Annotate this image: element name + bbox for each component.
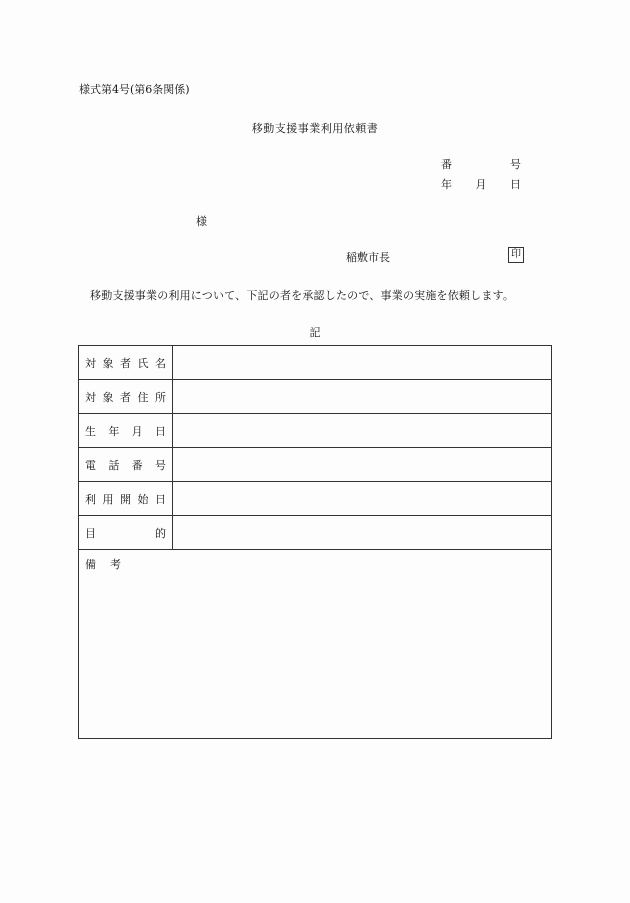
- subject-address-field[interactable]: [173, 380, 551, 413]
- label-char: 番: [131, 458, 143, 472]
- label-char: 象: [102, 390, 114, 404]
- label-char: 開: [120, 492, 131, 506]
- table-row-birthdate: [79, 414, 551, 448]
- label-char: 所: [155, 390, 166, 404]
- row-label: [79, 482, 173, 515]
- start-date-field[interactable]: [173, 482, 551, 515]
- document-number-row: [441, 156, 521, 172]
- label-char: 日: [154, 424, 166, 438]
- ki-heading: 記: [309, 326, 321, 339]
- label-char: 利: [85, 492, 96, 506]
- label-char: 日: [155, 492, 166, 506]
- addressee-sama: 様: [196, 215, 207, 228]
- record-table: [78, 345, 552, 739]
- purpose-field[interactable]: [173, 516, 551, 549]
- table-row-subject-name: [79, 346, 551, 380]
- label-char: 者: [120, 390, 131, 404]
- table-row-start-date: [79, 482, 551, 516]
- remarks-label: [85, 556, 121, 572]
- label-char: 備: [85, 558, 96, 571]
- label-char: 始: [137, 492, 149, 506]
- seal-stamp: 印: [508, 247, 524, 263]
- table-row-phone: [79, 448, 551, 482]
- row-label: [79, 380, 173, 413]
- label-char: 者: [120, 356, 131, 370]
- form-number: 様式第4号(第6条関係): [79, 83, 190, 96]
- label-char: 話: [108, 458, 120, 472]
- remarks-area[interactable]: [79, 550, 551, 578]
- subject-name-field[interactable]: [173, 346, 551, 379]
- label-char: 号: [154, 458, 166, 472]
- label-char: 名: [155, 356, 166, 370]
- year-label: 年: [441, 178, 452, 191]
- label-char: 対: [85, 356, 96, 370]
- table-row-purpose: [79, 516, 551, 550]
- label-char: 考: [110, 558, 121, 571]
- label-char: 月: [131, 424, 143, 438]
- row-label: [79, 448, 173, 481]
- row-label: [79, 414, 173, 447]
- label-char: 年: [108, 424, 120, 438]
- label-char: 住: [137, 390, 149, 404]
- label-char: 象: [102, 356, 114, 370]
- label-char: 電: [85, 458, 96, 472]
- date-row: [441, 176, 521, 192]
- label-char: 対: [85, 390, 96, 404]
- label-char: 的: [155, 526, 166, 540]
- document-title: 移動支援事業利用依頼書: [251, 122, 379, 135]
- mayor-title: 稲敷市長: [346, 251, 390, 264]
- phone-field[interactable]: [173, 448, 551, 481]
- ban-label: 番: [441, 158, 452, 171]
- label-char: 氏: [137, 356, 149, 370]
- row-label: [79, 516, 173, 549]
- month-label: 月: [475, 178, 487, 191]
- go-label: 号: [510, 158, 521, 171]
- label-char: 用: [102, 492, 114, 506]
- label-char: 目: [85, 526, 96, 540]
- row-label: [79, 346, 173, 379]
- birthdate-field[interactable]: [173, 414, 551, 447]
- label-char: 生: [85, 424, 96, 438]
- day-label: 日: [510, 178, 521, 191]
- request-text: 移動支援事業の利用について、下記の者を承認したので、事業の実施を依頼します。: [90, 289, 515, 302]
- table-row-subject-address: [79, 380, 551, 414]
